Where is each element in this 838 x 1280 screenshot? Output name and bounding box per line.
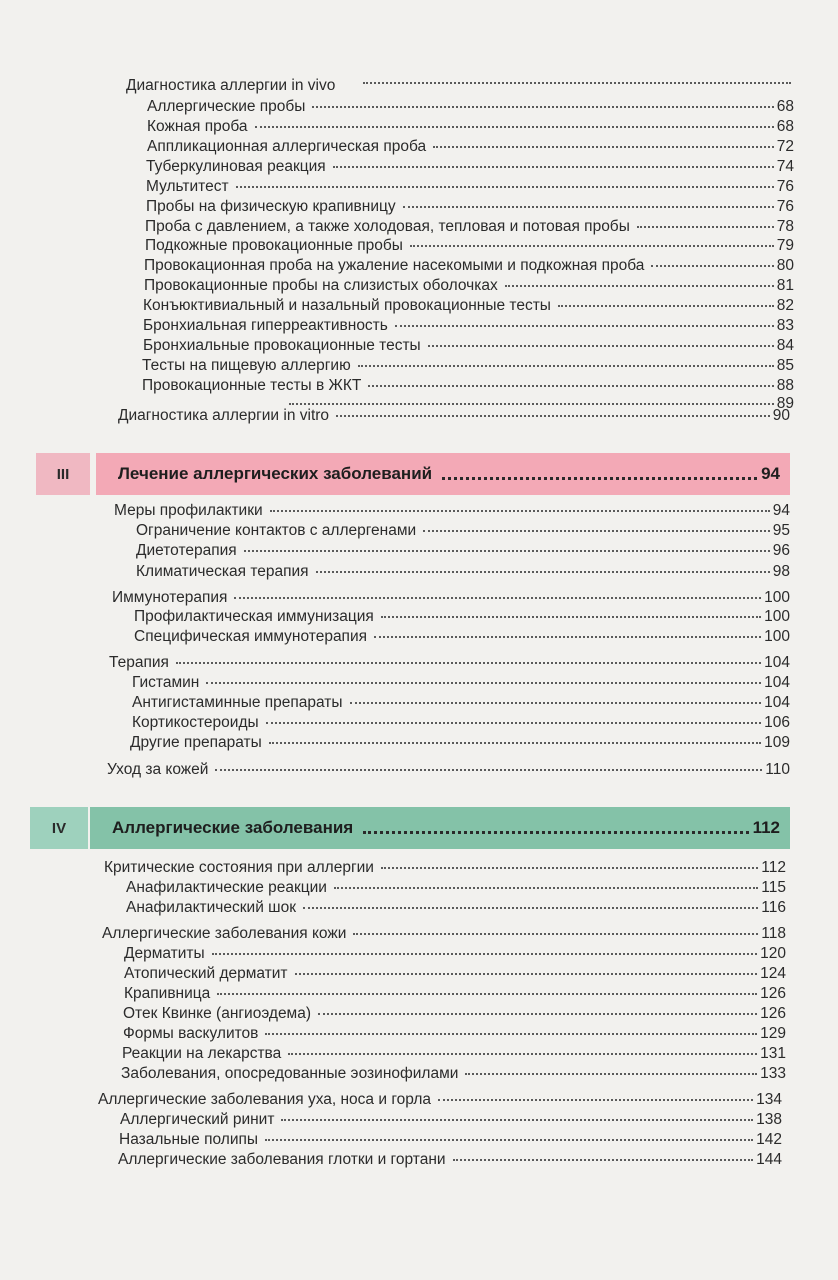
toc-entry[interactable] <box>109 653 790 673</box>
section-iv-header[interactable] <box>0 807 838 849</box>
toc-entry-leader <box>288 1052 757 1055</box>
toc-entry-page: 100 <box>764 628 790 645</box>
toc-entry-title: Аллергический ринит <box>120 1111 275 1128</box>
toc-entry[interactable] <box>136 562 790 582</box>
toc-entry-title: Другие препараты <box>130 734 262 751</box>
toc-entry-title: Анафилактический шок <box>126 899 296 916</box>
toc-entry[interactable] <box>144 276 794 296</box>
toc-entry[interactable] <box>134 627 790 647</box>
toc-entry-page: 118 <box>761 925 786 942</box>
toc-entry[interactable] <box>145 217 794 237</box>
toc-entry-leader <box>558 304 774 307</box>
toc-entry[interactable] <box>102 924 786 944</box>
toc-entry[interactable] <box>146 197 794 217</box>
section-iii-leader <box>442 476 757 480</box>
toc-entry-leader <box>334 886 758 889</box>
toc-entry-page: 68 <box>776 118 794 135</box>
toc-entry-page: 94 <box>772 502 790 519</box>
toc-entry-title: Критические состояния при аллергии <box>104 859 374 876</box>
toc-entry-title: Антигистаминные препараты <box>132 694 343 711</box>
section-iii-page: 94 <box>761 464 780 483</box>
toc-entry[interactable] <box>142 376 794 396</box>
toc-entry[interactable] <box>124 984 786 1004</box>
toc-entry-page: 133 <box>760 1065 786 1082</box>
toc-entry[interactable] <box>143 296 794 316</box>
toc-entry-title: Кортикостероиды <box>132 714 259 731</box>
toc-entry-title: Меры профилактики <box>114 502 263 519</box>
toc-entry[interactable] <box>132 693 790 713</box>
toc-entry[interactable] <box>123 1024 786 1044</box>
toc-entry-leader <box>433 145 774 148</box>
toc-entry-title: Провокационные пробы на слизистых оболочках <box>144 277 498 294</box>
toc-entry[interactable] <box>142 356 794 376</box>
toc-entry-leader <box>381 615 761 618</box>
toc-entry-page: 68 <box>776 98 794 115</box>
toc-entry[interactable] <box>126 76 366 96</box>
toc-entry-title: Конъюктивиальный и назальный провокационные тесты <box>143 297 551 314</box>
toc-entry-leader <box>465 1072 757 1075</box>
toc-entry-leader <box>234 596 761 599</box>
toc-entry-title: Туберкулиновая реакция <box>146 158 326 175</box>
toc-entry-leader <box>438 1098 753 1101</box>
toc-entry-title: Иммунотерапия <box>112 589 228 606</box>
section-iii-header[interactable] <box>0 453 838 495</box>
toc-entry-page: 74 <box>776 158 794 175</box>
toc-entry-page: 124 <box>760 965 786 982</box>
toc-entry-leader <box>505 284 774 287</box>
toc-entry-leader <box>428 344 774 347</box>
toc-entry[interactable] <box>145 236 794 256</box>
toc-entry-leader <box>353 932 758 935</box>
toc-entry-leader <box>265 1032 757 1035</box>
toc-entry-title: Провокационные тесты в ЖКТ <box>142 377 362 394</box>
toc-entry-title: Бронхиальные провокационные тесты <box>143 337 421 354</box>
toc-entry-title: Провокационная проба на ужаление насекомыми и подкожная проба <box>144 257 645 274</box>
toc-entry-leader <box>244 549 770 552</box>
toc-entry[interactable] <box>144 256 794 276</box>
toc-entry-page: 84 <box>776 337 794 354</box>
toc-entry[interactable] <box>136 521 790 541</box>
toc-entry-leader <box>316 570 770 573</box>
toc-entry-leader <box>423 529 770 532</box>
toc-entry-title: Проба с давлением, а также холодовая, тепловая и потовая пробы <box>145 218 630 235</box>
toc-entry-leader <box>255 125 774 128</box>
toc-entry[interactable] <box>121 1064 786 1084</box>
toc-entry-title: Диагностика аллергии in vivo <box>126 77 336 94</box>
toc-entry[interactable] <box>143 316 794 336</box>
toc-entry[interactable] <box>107 760 790 780</box>
toc-entry-page: 131 <box>760 1045 786 1062</box>
toc-entry-page: 81 <box>776 277 794 294</box>
toc-entry-page: 129 <box>760 1025 786 1042</box>
toc-entry-leader <box>212 952 757 955</box>
toc-entry-leader <box>312 105 773 108</box>
section-iii-number: III <box>36 453 90 495</box>
toc-entry[interactable] <box>147 137 794 157</box>
toc-entry-page: 138 <box>756 1111 782 1128</box>
toc-entry[interactable] <box>132 673 790 693</box>
toc-entry-page: 134 <box>756 1091 782 1108</box>
toc-entry[interactable] <box>146 177 794 197</box>
toc-entry-page: 76 <box>776 178 794 195</box>
toc-entry-title: Реакции на лекарства <box>122 1045 282 1062</box>
toc-entry-leader <box>651 264 773 267</box>
toc-entry-title: Анафилактические реакции <box>126 879 327 896</box>
toc-entry-title: Назальные полипы <box>119 1131 259 1148</box>
toc-entry-title: Уход за кожей <box>107 761 209 778</box>
toc-entry-title: Пробы на физическую крапивницу <box>146 198 396 215</box>
toc-entry[interactable] <box>146 157 794 177</box>
toc-entry-leader <box>318 1012 757 1015</box>
toc-entry-page: 144 <box>756 1151 782 1168</box>
toc-entry-title: Дерматиты <box>124 945 205 962</box>
toc-entry[interactable] <box>112 588 790 608</box>
toc-entry-page: 76 <box>776 198 794 215</box>
toc-entry-page: 109 <box>764 734 790 751</box>
toc-entry-page: 90 <box>772 407 790 424</box>
toc-entry[interactable] <box>118 1150 782 1170</box>
toc-entry-page: 78 <box>776 218 794 235</box>
toc-entry[interactable] <box>147 97 794 117</box>
toc-entry-title: Специфическая иммунотерапия <box>134 628 368 645</box>
toc-entry-page: 100 <box>764 589 790 606</box>
toc-entry-title: Диагностика аллергии in vitro <box>118 407 330 424</box>
toc-entry[interactable] <box>132 713 790 733</box>
toc-entry-title: Аллергические заболевания уха, носа и горла <box>98 1091 432 1108</box>
toc-entry-page: 88 <box>776 377 794 394</box>
toc-entry-title: Отек Квинке (ангиоэдема) <box>123 1005 311 1022</box>
section-iv-bar <box>90 807 790 849</box>
toc-entry-title: Атопический дерматит <box>124 965 288 982</box>
toc-entry[interactable] <box>143 336 794 356</box>
toc-entry-title: Аллергические заболевания кожи <box>102 925 347 942</box>
toc-entry[interactable] <box>124 944 786 964</box>
toc-entry-leader <box>410 244 774 247</box>
toc-entry-leader <box>281 1118 753 1121</box>
toc-entry-title: Подкожные провокационные пробы <box>145 237 403 254</box>
toc-entry-page: 98 <box>772 563 790 580</box>
toc-entry-title: Климатическая терапия <box>136 563 309 580</box>
toc-entry-leader <box>374 635 761 638</box>
toc-entry[interactable] <box>124 964 786 984</box>
toc-entry-title: Кожная проба <box>147 118 248 135</box>
toc-entry-title: Мультитест <box>146 178 229 195</box>
section-iv-title: Аллергические заболевания <box>112 818 354 837</box>
section-iv-page: 112 <box>752 818 780 837</box>
toc-entry-page: 104 <box>764 694 790 711</box>
toc-entry-leader <box>333 165 774 168</box>
section-iv-number: IV <box>30 807 88 849</box>
toc-entry[interactable] <box>136 541 790 561</box>
toc-entry-title: Профилактическая иммунизация <box>134 608 374 625</box>
toc-entry-leader <box>269 741 761 744</box>
toc-entry-page: 83 <box>776 317 794 334</box>
toc-entry[interactable] <box>130 733 790 753</box>
toc-entry[interactable] <box>126 878 786 898</box>
toc-entry-title: Терапия <box>109 654 169 671</box>
toc-entry-leader <box>176 661 761 664</box>
toc-entry-title: Тесты на пищевую аллергию <box>142 357 351 374</box>
toc-entry[interactable] <box>126 898 786 918</box>
toc-entry-title: Крапивница <box>124 985 211 1002</box>
toc-entry-page: 110 <box>765 761 790 778</box>
toc-entry-leader <box>637 225 774 228</box>
toc-entry-leader <box>270 509 770 512</box>
toc-entry-page: 72 <box>776 138 794 155</box>
toc-entry-page: 142 <box>756 1131 782 1148</box>
toc-entry-title: Гистамин <box>132 674 200 691</box>
toc-entry-page: 82 <box>776 297 794 314</box>
toc-entry-title: Формы васкулитов <box>123 1025 259 1042</box>
toc-entry-page: 112 <box>761 859 786 876</box>
toc-entry[interactable] <box>134 607 790 627</box>
toc-entry[interactable] <box>123 1004 786 1024</box>
section-iii-title: Лечение аллергических заболеваний <box>118 464 433 483</box>
toc-entry-page: 79 <box>776 237 794 254</box>
toc-entry[interactable] <box>119 1130 782 1150</box>
toc-entry-leader <box>358 364 774 367</box>
toc-entry-page: 96 <box>772 542 790 559</box>
toc-entry-title: Диетотерапия <box>136 542 237 559</box>
toc-entry-title: Аллергические заболевания глотки и гортани <box>118 1151 446 1168</box>
toc-entry[interactable] <box>98 1090 782 1110</box>
toc-entry-leader <box>265 1138 753 1141</box>
toc-entry-title: Заболевания, опосредованные эозинофилами <box>121 1065 459 1082</box>
toc-entry-page: 85 <box>776 357 794 374</box>
toc-entry-title: Бронхиальная гиперреактивность <box>143 317 388 334</box>
toc-entry-page: 100 <box>764 608 790 625</box>
toc-entry-leader <box>295 972 758 975</box>
toc-entry-leader <box>303 906 758 909</box>
toc-entry-leader <box>266 721 761 724</box>
toc-entry-leader <box>206 681 761 684</box>
section-iii-bar <box>96 453 790 495</box>
toc-entry-leader <box>381 866 758 869</box>
toc-entry-page: 104 <box>764 654 790 671</box>
toc-entry-page: 80 <box>776 257 794 274</box>
toc-entry-leader <box>368 384 773 387</box>
toc-entry-title: Аллергические пробы <box>147 98 306 115</box>
toc-entry-leader <box>403 205 774 208</box>
toc-entry-leader <box>289 402 774 405</box>
toc-entry-page: 95 <box>772 522 790 539</box>
toc-entry-page: 120 <box>760 945 786 962</box>
toc-entry-page: 104 <box>764 674 790 691</box>
toc-entry-leader <box>236 185 774 188</box>
toc-entry-page: 116 <box>761 899 786 916</box>
toc-entry-leader <box>363 81 791 84</box>
toc-entry[interactable] <box>122 1044 786 1064</box>
toc-entry-leader <box>350 701 762 704</box>
section-iv-leader <box>363 830 748 834</box>
toc-entry[interactable] <box>114 501 790 521</box>
toc-entry[interactable] <box>120 1110 782 1130</box>
toc-entry-title: Аппликационная аллергическая проба <box>147 138 427 155</box>
toc-entry-leader <box>453 1158 754 1161</box>
toc-entry-page: 115 <box>761 879 786 896</box>
toc-entry-page: 106 <box>764 714 790 731</box>
toc-entry[interactable] <box>104 858 786 878</box>
toc-entry-page: 126 <box>760 985 786 1002</box>
toc-entry-leader <box>336 414 770 417</box>
toc-entry-title: Ограничение контактов с аллергенами <box>136 522 417 539</box>
toc-entry-leader <box>215 768 762 771</box>
toc-entry-leader <box>395 324 774 327</box>
toc-entry[interactable] <box>147 117 794 137</box>
toc-entry-page: 89 <box>776 395 794 412</box>
toc-entry-page: 126 <box>760 1005 786 1022</box>
toc-entry[interactable] <box>118 406 790 426</box>
toc-entry-leader <box>217 992 757 995</box>
